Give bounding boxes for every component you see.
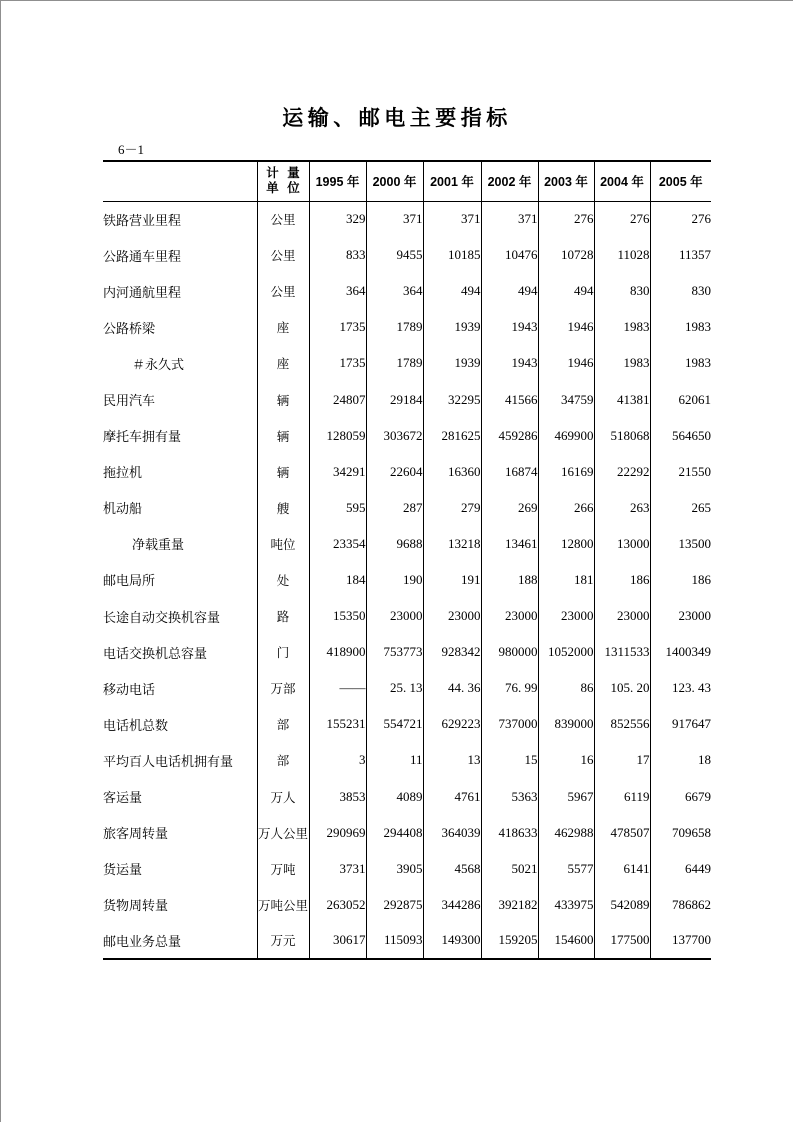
table-row	[103, 562, 711, 598]
row-unit: 处	[257, 562, 309, 598]
cell-value: 23000	[423, 598, 481, 634]
cell-value: 32295	[423, 381, 481, 417]
indicators-table	[103, 160, 711, 960]
cell-value: 392182	[481, 887, 538, 923]
cell-value: 753773	[366, 634, 423, 670]
table-row	[103, 490, 711, 526]
header-year-1995: 1995 年	[309, 161, 366, 201]
cell-value: 1943	[481, 345, 538, 381]
cell-value: 1983	[650, 345, 711, 381]
row-label: 内河通航里程	[103, 284, 182, 300]
cell-value: 17	[594, 742, 650, 778]
table-row	[103, 526, 711, 562]
row-label: 电话机总数	[103, 717, 169, 733]
cell-value: 709658	[650, 815, 711, 851]
cell-value: 364	[309, 273, 366, 309]
cell-value: 1983	[594, 345, 650, 381]
table-row	[103, 454, 711, 490]
row-label: 拖拉机	[103, 465, 143, 481]
row-label: 客运量	[103, 790, 143, 806]
row-label: 公路桥梁	[103, 320, 156, 336]
cell-value: 184	[309, 562, 366, 598]
row-label: ＃永久式	[132, 356, 185, 372]
cell-value: 833	[309, 237, 366, 273]
cell-value: 12800	[538, 526, 594, 562]
row-label: 摩托车拥有量	[103, 429, 182, 445]
cell-value: 6119	[594, 779, 650, 815]
cell-value: 5967	[538, 779, 594, 815]
table-row	[103, 706, 711, 742]
cell-value: 23000	[366, 598, 423, 634]
cell-value: 105. 20	[594, 670, 650, 706]
header-empty-cell	[103, 161, 257, 201]
cell-value: 5363	[481, 779, 538, 815]
cell-value: 9455	[366, 237, 423, 273]
cell-value: 23354	[309, 526, 366, 562]
cell-value: 15	[481, 742, 538, 778]
cell-value: 23000	[650, 598, 711, 634]
table-row	[103, 345, 711, 381]
cell-value: 115093	[366, 923, 423, 959]
cell-value: 155231	[309, 706, 366, 742]
header-year-2001: 2001 年	[423, 161, 481, 201]
cell-value: 190	[366, 562, 423, 598]
table-row	[103, 598, 711, 634]
cell-value: 22604	[366, 454, 423, 490]
cell-value: 554721	[366, 706, 423, 742]
header-year-2003: 2003 年	[538, 161, 594, 201]
cell-value: 494	[481, 273, 538, 309]
cell-value: 494	[423, 273, 481, 309]
table-row	[103, 923, 711, 959]
cell-value: 276	[650, 201, 711, 237]
row-unit: 公里	[257, 201, 309, 237]
row-label: 邮电业务总量	[103, 933, 182, 949]
cell-value: 149300	[423, 923, 481, 959]
row-label: 公路通车里程	[103, 248, 182, 264]
cell-value: 469900	[538, 418, 594, 454]
cell-value: 16360	[423, 454, 481, 490]
table-row	[103, 634, 711, 670]
cell-value: 1789	[366, 309, 423, 345]
cell-value: 15350	[309, 598, 366, 634]
table-number: 6－1	[118, 142, 145, 157]
page-title: 运输、邮电主要指标	[282, 107, 512, 130]
unit-header-line1: 计 量	[266, 166, 300, 181]
cell-value: 917647	[650, 706, 711, 742]
cell-value: 191	[423, 562, 481, 598]
cell-value: 1400349	[650, 634, 711, 670]
row-unit: 路	[257, 598, 309, 634]
table-row	[103, 815, 711, 851]
cell-value: 478507	[594, 815, 650, 851]
cell-value: 23000	[594, 598, 650, 634]
cell-value: 34291	[309, 454, 366, 490]
cell-value: 25. 13	[366, 670, 423, 706]
cell-value: 4761	[423, 779, 481, 815]
cell-value: 3853	[309, 779, 366, 815]
cell-value: 364039	[423, 815, 481, 851]
cell-value: 1983	[650, 309, 711, 345]
cell-value: 830	[650, 273, 711, 309]
row-unit: 辆	[257, 454, 309, 490]
row-label: 民用汽车	[103, 393, 156, 409]
cell-value: 30617	[309, 923, 366, 959]
cell-value: 128059	[309, 418, 366, 454]
row-unit: 部	[257, 706, 309, 742]
table-body	[103, 201, 711, 959]
row-label: 货运量	[103, 862, 143, 878]
table-row	[103, 779, 711, 815]
cell-value: 329	[309, 201, 366, 237]
cell-value: 13	[423, 742, 481, 778]
cell-value: 281625	[423, 418, 481, 454]
cell-value: 86	[538, 670, 594, 706]
table-row	[103, 670, 711, 706]
cell-value: 371	[423, 201, 481, 237]
cell-value: 266	[538, 490, 594, 526]
cell-value: 6141	[594, 851, 650, 887]
cell-value: 23000	[538, 598, 594, 634]
table-row	[103, 418, 711, 454]
row-label: 长途自动交换机容量	[103, 609, 221, 625]
cell-value: 1943	[481, 309, 538, 345]
cell-value: 11357	[650, 237, 711, 273]
cell-value: 303672	[366, 418, 423, 454]
cell-value: 928342	[423, 634, 481, 670]
cell-value: 62061	[650, 381, 711, 417]
cell-value: 265	[650, 490, 711, 526]
cell-value: 186	[650, 562, 711, 598]
cell-value: 595	[309, 490, 366, 526]
cell-value: 159205	[481, 923, 538, 959]
table-row	[103, 273, 711, 309]
cell-value: 279	[423, 490, 481, 526]
table-container	[103, 160, 711, 960]
cell-value: 16874	[481, 454, 538, 490]
cell-value: 287	[366, 490, 423, 526]
table-row	[103, 851, 711, 887]
cell-value: ——	[309, 670, 366, 706]
cell-value: 852556	[594, 706, 650, 742]
cell-value: 263	[594, 490, 650, 526]
table-row	[103, 237, 711, 273]
header-year-2002: 2002 年	[481, 161, 538, 201]
cell-value: 13461	[481, 526, 538, 562]
row-label: 货物周转量	[103, 898, 169, 914]
table-row	[103, 309, 711, 345]
cell-value: 11	[366, 742, 423, 778]
row-label: 机动船	[103, 501, 143, 517]
cell-value: 34759	[538, 381, 594, 417]
row-unit: 座	[257, 309, 309, 345]
cell-value: 41381	[594, 381, 650, 417]
cell-value: 344286	[423, 887, 481, 923]
cell-value: 371	[481, 201, 538, 237]
cell-value: 123. 43	[650, 670, 711, 706]
cell-value: 292875	[366, 887, 423, 923]
row-label: 电话交换机总容量	[103, 645, 208, 661]
header-year-2004: 2004 年	[594, 161, 650, 201]
cell-value: 1983	[594, 309, 650, 345]
cell-value: 13218	[423, 526, 481, 562]
cell-value: 418900	[309, 634, 366, 670]
cell-value: 6679	[650, 779, 711, 815]
cell-value: 76. 99	[481, 670, 538, 706]
cell-value: 1946	[538, 345, 594, 381]
header-year-2000: 2000 年	[366, 161, 423, 201]
row-label: 平均百人电话机拥有量	[103, 753, 234, 769]
row-unit: 万人	[257, 779, 309, 815]
row-unit: 辆	[257, 381, 309, 417]
cell-value: 16	[538, 742, 594, 778]
row-unit: 门	[257, 634, 309, 670]
cell-value: 22292	[594, 454, 650, 490]
row-unit: 万元	[257, 923, 309, 959]
cell-value: 1939	[423, 309, 481, 345]
cell-value: 494	[538, 273, 594, 309]
cell-value: 830	[594, 273, 650, 309]
cell-value: 186	[594, 562, 650, 598]
cell-value: 13000	[594, 526, 650, 562]
cell-value: 371	[366, 201, 423, 237]
row-unit: 辆	[257, 418, 309, 454]
cell-value: 11028	[594, 237, 650, 273]
cell-value: 263052	[309, 887, 366, 923]
row-label: 净载重量	[132, 537, 185, 553]
unit-header-line2: 单 位	[266, 181, 300, 196]
cell-value: 13500	[650, 526, 711, 562]
cell-value: 1735	[309, 345, 366, 381]
cell-value: 1789	[366, 345, 423, 381]
cell-value: 4568	[423, 851, 481, 887]
cell-value: 181	[538, 562, 594, 598]
row-label: 铁路营业里程	[103, 212, 182, 228]
cell-value: 137700	[650, 923, 711, 959]
cell-value: 629223	[423, 706, 481, 742]
cell-value: 737000	[481, 706, 538, 742]
cell-value: 269	[481, 490, 538, 526]
cell-value: 364	[366, 273, 423, 309]
cell-value: 1946	[538, 309, 594, 345]
cell-value: 1735	[309, 309, 366, 345]
row-unit: 吨位	[257, 526, 309, 562]
cell-value: 1052000	[538, 634, 594, 670]
row-label: 移动电话	[103, 681, 156, 697]
cell-value: 1939	[423, 345, 481, 381]
cell-value: 188	[481, 562, 538, 598]
cell-value: 16169	[538, 454, 594, 490]
cell-value: 542089	[594, 887, 650, 923]
cell-value: 294408	[366, 815, 423, 851]
cell-value: 433975	[538, 887, 594, 923]
cell-value: 459286	[481, 418, 538, 454]
cell-value: 29184	[366, 381, 423, 417]
row-unit: 公里	[257, 273, 309, 309]
row-label: 旅客周转量	[103, 826, 169, 842]
cell-value: 3	[309, 742, 366, 778]
header-year-2005: 2005 年	[650, 161, 711, 201]
cell-value: 276	[538, 201, 594, 237]
row-unit: 座	[257, 345, 309, 381]
cell-value: 518068	[594, 418, 650, 454]
row-unit: 万吨公里	[257, 887, 309, 923]
cell-value: 839000	[538, 706, 594, 742]
cell-value: 44. 36	[423, 670, 481, 706]
table-row	[103, 742, 711, 778]
cell-value: 23000	[481, 598, 538, 634]
cell-value: 5577	[538, 851, 594, 887]
cell-value: 10728	[538, 237, 594, 273]
cell-value: 5021	[481, 851, 538, 887]
row-unit: 万部	[257, 670, 309, 706]
cell-value: 10185	[423, 237, 481, 273]
header-row	[103, 161, 711, 201]
row-unit: 万吨	[257, 851, 309, 887]
cell-value: 290969	[309, 815, 366, 851]
cell-value: 24807	[309, 381, 366, 417]
row-unit: 公里	[257, 237, 309, 273]
cell-value: 564650	[650, 418, 711, 454]
cell-value: 6449	[650, 851, 711, 887]
cell-value: 10476	[481, 237, 538, 273]
row-unit: 万人公里	[257, 815, 309, 851]
cell-value: 177500	[594, 923, 650, 959]
cell-value: 18	[650, 742, 711, 778]
row-unit: 部	[257, 742, 309, 778]
cell-value: 418633	[481, 815, 538, 851]
table-row	[103, 201, 711, 237]
cell-value: 21550	[650, 454, 711, 490]
cell-value: 3731	[309, 851, 366, 887]
cell-value: 786862	[650, 887, 711, 923]
table-row	[103, 887, 711, 923]
cell-value: 1311533	[594, 634, 650, 670]
cell-value: 276	[594, 201, 650, 237]
cell-value: 4089	[366, 779, 423, 815]
row-unit: 艘	[257, 490, 309, 526]
cell-value: 3905	[366, 851, 423, 887]
header-unit-cell	[257, 161, 309, 201]
cell-value: 980000	[481, 634, 538, 670]
cell-value: 41566	[481, 381, 538, 417]
cell-value: 154600	[538, 923, 594, 959]
cell-value: 9688	[366, 526, 423, 562]
row-label: 邮电局所	[103, 573, 156, 589]
table-row	[103, 381, 711, 417]
cell-value: 462988	[538, 815, 594, 851]
